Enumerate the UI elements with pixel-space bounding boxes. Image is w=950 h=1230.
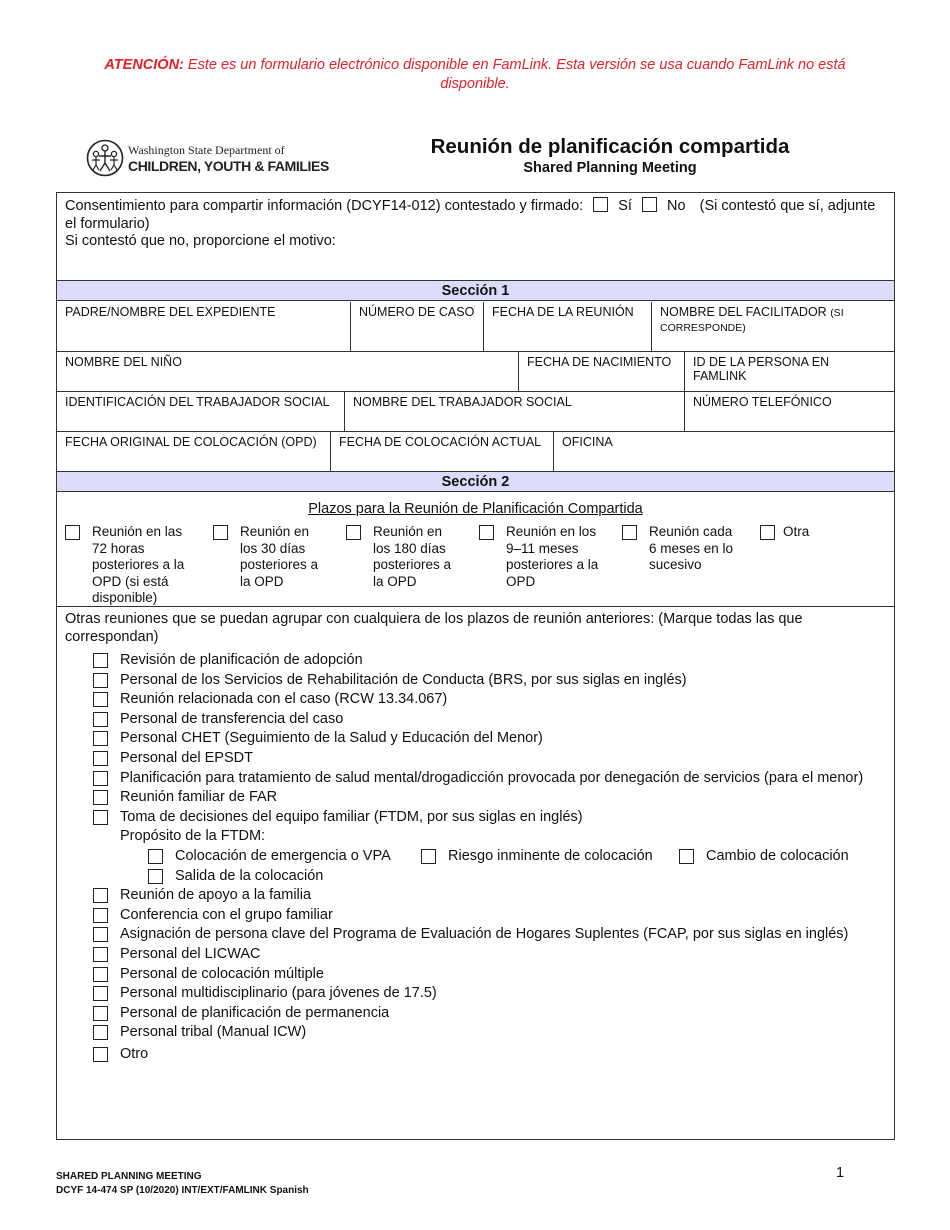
attention-notice (70, 56, 880, 93)
page-subtitle: Shared Planning Meeting (523, 160, 697, 176)
timeframe-label-6 (783, 524, 809, 541)
ftdm-option-4-label: Salida de la colocación (175, 867, 324, 884)
field-facilitator-name[interactable] (651, 302, 894, 351)
other-meeting-b-5-label: Personal de colocación múltiple (120, 965, 324, 982)
other-meeting-b-7-checkbox[interactable] (93, 1006, 108, 1021)
timeframe-label-line: OPD (506, 573, 536, 589)
ftdm-option-3-label: Cambio de colocación (706, 848, 849, 864)
other-meeting-a-5-checkbox[interactable] (93, 731, 108, 746)
other-meeting-a-6-checkbox[interactable] (93, 751, 108, 766)
logo-line-1: Washington State Department of (128, 143, 285, 157)
other-meeting-b-8-checkbox[interactable] (93, 1025, 108, 1040)
other-meeting-a-7-checkbox[interactable] (93, 771, 108, 786)
consent-yes-label: Sí (618, 198, 632, 214)
field-case-number-label: NÚMERO DE CASO (359, 305, 475, 319)
field-phone-number-label: NÚMERO TELEFÓNICO (693, 395, 832, 409)
field-parent-name[interactable] (57, 302, 350, 351)
other-meeting-b-1-label: Reunión de apoyo a la familia (120, 887, 312, 904)
other-meeting-a-7-label: Planificación para tratamiento de salud mental/drogadicción provocada por denegación de servicios (para el menor) (120, 769, 864, 786)
ftdm-option-2-checkbox[interactable] (421, 849, 436, 864)
logo-line-2: CHILDREN, YOUTH & FAMILIES (128, 158, 329, 174)
timeframe-label-line: Otra (783, 524, 810, 539)
field-famlink-id[interactable] (684, 352, 894, 391)
timeframe-label-line: OPD (si está (92, 573, 169, 589)
field-famlink-id-label: ID DE LA PERSONA EN FAMLINK (693, 355, 830, 383)
timeframe-label-2 (240, 524, 318, 590)
timeframe-label-5 (649, 524, 733, 574)
field-facilitator-name-label: NOMBRE DEL FACILITADOR (660, 305, 827, 319)
other-meeting-a-8-label: Reunión familiar de FAR (120, 789, 278, 806)
timeframe-label-1 (92, 524, 184, 607)
other-meeting-b-2-checkbox[interactable] (93, 908, 108, 923)
ftdm-option-4-checkbox[interactable] (148, 869, 163, 884)
field-current-placement-date[interactable] (330, 432, 553, 471)
family-seal-icon (86, 139, 124, 177)
consent-reason-label: Si contestó que no, proporcione el motivo: (65, 233, 336, 249)
timeframe-label-3 (373, 524, 451, 590)
other-meeting-b-6-label: Personal multidisciplinario (para jóvenes de 17.5) (120, 985, 437, 1002)
footer-line-2: DCYF 14-474 SP (10/2020) INT/EXT/FAMLINK Spanish (56, 1185, 309, 1196)
other-meeting-a-2-label: Personal de los Servicios de Rehabilitación de Conducta (BRS, por sus siglas en inglés) (120, 671, 687, 688)
field-social-worker-name[interactable] (344, 392, 684, 431)
ftdm-purpose-label: Propósito de la FTDM: (120, 828, 266, 845)
other-meeting-a-3-checkbox[interactable] (93, 692, 108, 707)
form-box (56, 192, 895, 1140)
section-1-row-3 (57, 392, 894, 432)
other-meeting-b-4-checkbox[interactable] (93, 947, 108, 962)
other-meeting-a-4-label: Personal de transferencia del caso (120, 710, 344, 727)
field-social-worker-id[interactable] (57, 392, 344, 431)
other-meeting-a-6-label: Personal del EPSDT (120, 750, 253, 766)
field-social-worker-name-label: NOMBRE DEL TRABAJADOR SOCIAL (353, 395, 572, 409)
timeframes-title: Plazos para la Reunión de Planificación Compartida (308, 501, 643, 517)
field-birth-date[interactable] (518, 352, 684, 391)
timeframe-label-line: sucesivo (649, 557, 702, 572)
timeframe-label-line: Reunión en (373, 524, 443, 539)
field-original-placement-date[interactable] (57, 432, 330, 471)
consent-no-checkbox[interactable] (642, 197, 657, 212)
timeframe-label-line: los 180 días (373, 540, 446, 556)
field-facilitator-note: (SI CORRESPONDE) (660, 307, 844, 334)
other-meeting-a-1-checkbox[interactable] (93, 653, 108, 668)
other-meeting-b-7-label: Personal de planificación de permanencia (120, 1004, 390, 1021)
other-meeting-b-3-checkbox[interactable] (93, 927, 108, 942)
timeframe-label-line: posteriores a la (92, 557, 185, 572)
attention-label: ATENCIÓN: (104, 57, 184, 73)
other-meeting-b-5-checkbox[interactable] (93, 967, 108, 982)
timeframe-checkbox-3[interactable] (346, 525, 361, 540)
timeframe-label-line: Reunión en los (506, 524, 597, 539)
field-office[interactable] (553, 432, 894, 471)
timeframe-label-line: Reunión cada (649, 524, 733, 539)
ftdm-option-1-checkbox[interactable] (148, 849, 163, 864)
section-1-row-2 (57, 352, 894, 392)
other-meeting-b-9-checkbox[interactable] (93, 1047, 108, 1062)
other-meeting-a-4-checkbox[interactable] (93, 712, 108, 727)
dcyf-logo (86, 137, 329, 179)
consent-block (57, 193, 894, 281)
other-meeting-b-8-label: Personal tribal (Manual ICW) (120, 1024, 307, 1041)
timeframe-label-line: 6 meses en lo (649, 540, 734, 556)
timeframe-label-4 (506, 524, 598, 590)
timeframe-label-line: 9–11 meses (506, 540, 579, 556)
timeframe-label-line: Reunión en (240, 524, 310, 539)
other-meeting-a-9-checkbox[interactable] (93, 810, 108, 825)
timeframe-checkbox-5[interactable] (622, 525, 637, 540)
page-title: Reunión de planificación compartida (430, 135, 790, 158)
section-2-header: Sección 2 (57, 472, 894, 492)
timeframe-label-line: los 30 días (240, 540, 306, 556)
field-phone-number[interactable] (684, 392, 894, 431)
field-parent-name-label: PADRE/NOMBRE DEL EXPEDIENTE (65, 305, 276, 319)
ftdm-option-1-label: Colocación de emergencia o VPA (175, 848, 391, 864)
other-meeting-b-1-checkbox[interactable] (93, 888, 108, 903)
other-meeting-a-3-label: Reunión relacionada con el caso (RCW 13.34.067) (120, 691, 448, 708)
timeframe-checkbox-2[interactable] (213, 525, 228, 540)
other-meeting-b-3-label: Asignación de persona clave del Programa de Evaluación de Hogares Suplentes (FCAP, por sus siglas en inglés) (120, 926, 849, 943)
consent-no-label: No (667, 198, 686, 214)
field-current-placement-date-label: FECHA DE COLOCACIÓN ACTUAL (339, 435, 542, 449)
page-number: 1 (836, 1165, 845, 1181)
other-meeting-b-6-checkbox[interactable] (93, 986, 108, 1001)
consent-question: Consentimiento para compartir información (DCYF14-012) contestado y firmado: (65, 198, 584, 214)
timeframe-label-line: posteriores a (240, 557, 319, 572)
timeframe-label-line: posteriores a la (506, 557, 599, 572)
field-meeting-date[interactable] (483, 302, 651, 351)
section-1-row-4 (57, 432, 894, 472)
other-meetings-intro: Otras reuniones que se puedan agrupar con cualquiera de los plazos de reunión anteriores: (Marque todas las que correspondan) (65, 611, 803, 645)
section-1-row-1 (57, 302, 894, 352)
other-meeting-b-4-label: Personal del LICWAC (120, 946, 261, 962)
other-meeting-a-2-checkbox[interactable] (93, 673, 108, 688)
field-case-number[interactable] (350, 302, 483, 351)
field-office-label: OFICINA (562, 435, 613, 449)
timeframe-checkbox-1[interactable] (65, 525, 80, 540)
timeframe-label-line: 72 horas (92, 540, 145, 556)
timeframe-label-line: posteriores a (373, 557, 452, 572)
field-birth-date-label: FECHA DE NACIMIENTO (527, 355, 672, 369)
other-meeting-a-8-checkbox[interactable] (93, 790, 108, 805)
other-meeting-a-5-label: Personal CHET (Seguimiento de la Salud y Educación del Menor) (120, 730, 543, 747)
timeframe-checkbox-4[interactable] (479, 525, 494, 540)
consent-yes-checkbox[interactable] (593, 197, 608, 212)
field-meeting-date-label: FECHA DE LA REUNIÓN (492, 305, 634, 319)
attention-text: Este es un formulario electrónico disponible en FamLink. Esta versión se usa cuando FamLink no está disponible. (183, 57, 846, 92)
field-child-name-label: NOMBRE DEL NIÑO (65, 355, 182, 369)
other-meeting-b-2-label: Conferencia con el grupo familiar (120, 906, 333, 923)
timeframe-label-line: Reunión en las (92, 524, 183, 539)
field-original-placement-date-label: FECHA ORIGINAL DE COLOCACIÓN (OPD) (65, 435, 317, 449)
timeframe-label-line: disponible) (92, 590, 158, 605)
consent-note: (Si contestó que sí, adjunte el formulario) (65, 198, 876, 232)
section-2-divider (57, 606, 894, 607)
field-child-name[interactable] (57, 352, 518, 391)
timeframe-label-line: la OPD (240, 573, 284, 589)
footer-line-1: SHARED PLANNING MEETING (56, 1171, 202, 1182)
other-meeting-a-1-label: Revisión de planificación de adopción (120, 652, 363, 668)
footer-form-id (56, 1170, 309, 1198)
timeframe-checkbox-6[interactable] (760, 525, 775, 540)
timeframe-label-line: la OPD (373, 573, 417, 589)
ftdm-option-3-checkbox[interactable] (679, 849, 694, 864)
other-meeting-a-9-label: Toma de decisiones del equipo familiar (FTDM, por sus siglas en inglés) (120, 808, 583, 825)
ftdm-option-2-label: Riesgo inminente de colocación (448, 848, 653, 864)
other-meeting-b-9-label: Otro (120, 1046, 149, 1062)
field-social-worker-id-label: IDENTIFICACIÓN DEL TRABAJADOR SOCIAL (65, 395, 330, 409)
section-1-header: Sección 1 (57, 281, 894, 301)
